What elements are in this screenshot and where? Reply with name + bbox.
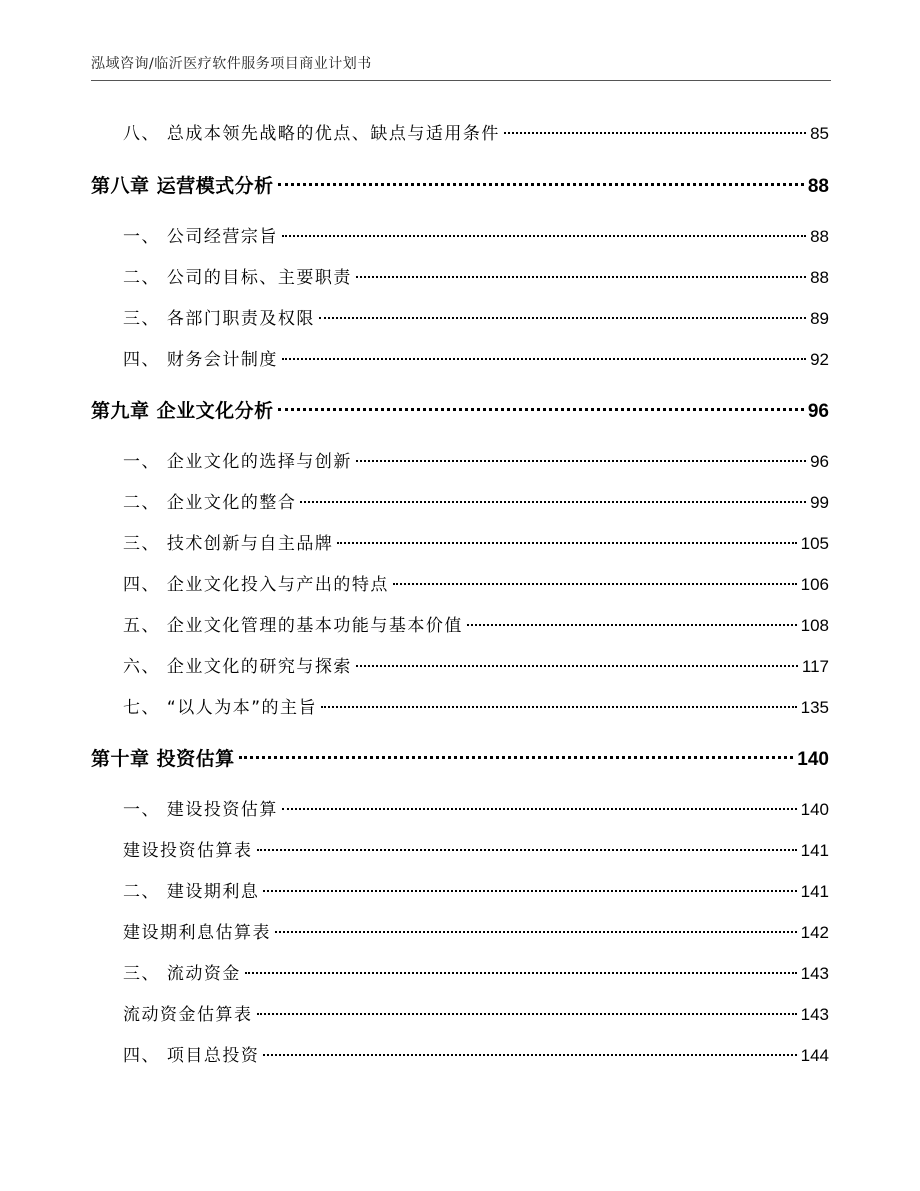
toc-entry[interactable]: [91, 962, 829, 986]
toc-leader-dots: [282, 235, 806, 237]
toc-entry[interactable]: [91, 307, 829, 331]
toc-leader-dots: [257, 849, 797, 851]
toc-page-number: 117: [801, 657, 829, 676]
toc-leader-dots: [300, 501, 806, 503]
toc-entry-title: 建设投资估算表: [123, 841, 253, 861]
toc-page-number: 108: [800, 616, 829, 635]
toc-page-number: 96: [810, 452, 829, 471]
toc-entry-title: 一、 企业文化的选择与创新: [123, 452, 352, 472]
toc-chapter-title: 第八章 运营模式分析: [91, 175, 274, 197]
toc-page-number: 141: [800, 841, 829, 860]
toc-entry[interactable]: [91, 348, 829, 372]
toc-entry-title: 八、 总成本领先战略的优点、缺点与适用条件: [123, 124, 500, 144]
toc-entry[interactable]: [91, 122, 829, 146]
toc-entry[interactable]: [91, 225, 829, 249]
toc-entry[interactable]: [91, 532, 829, 556]
toc-entry-title: 建设期利息估算表: [123, 923, 271, 943]
toc-entry-title: 三、 技术创新与自主品牌: [123, 534, 334, 554]
toc-entry[interactable]: [91, 1044, 829, 1068]
toc-leader-dots: [263, 1054, 796, 1056]
toc-leader-dots: [356, 276, 806, 278]
toc-leader-dots: [504, 132, 806, 134]
toc-leader-dots: [321, 706, 797, 708]
toc-entry-title: 六、 企业文化的研究与探索: [123, 657, 352, 677]
toc-entry[interactable]: [91, 1003, 829, 1027]
toc-entry-title: 二、 公司的目标、主要职责: [123, 268, 352, 288]
toc-entry-title: 四、 企业文化投入与产出的特点: [123, 575, 389, 595]
toc-leader-dots: [467, 624, 797, 626]
toc-entry[interactable]: [91, 491, 829, 515]
toc-leader-dots: [278, 183, 804, 186]
toc-page-number: 142: [800, 923, 829, 942]
toc-page-number: 105: [800, 534, 829, 553]
toc-chapter-title: 第九章 企业文化分析: [91, 400, 274, 422]
toc-chapter-title: 第十章 投资估算: [91, 748, 235, 770]
toc-leader-dots: [337, 542, 796, 544]
toc-leader-dots: [275, 931, 797, 933]
toc-leader-dots: [282, 358, 806, 360]
toc-entry[interactable]: [91, 614, 829, 638]
toc-entry[interactable]: [91, 266, 829, 290]
toc-page-number: 88: [807, 176, 829, 197]
toc-page-number: 140: [797, 749, 829, 770]
toc-entry[interactable]: [91, 839, 829, 863]
toc-entry[interactable]: [91, 921, 829, 945]
toc-entry-title: 二、 建设期利息: [123, 882, 260, 902]
toc-entry-title: 三、 流动资金: [123, 964, 241, 984]
toc-entry-title: 一、 建设投资估算: [123, 800, 278, 820]
toc-page-number: 88: [810, 268, 829, 287]
document-title: 泓域咨询/临沂医疗软件服务项目商业计划书: [91, 56, 372, 72]
toc-entry-title: 四、 财务会计制度: [123, 350, 278, 370]
toc-leader-dots: [393, 583, 797, 585]
toc-leader-dots: [239, 756, 794, 759]
toc-entry[interactable]: [91, 450, 829, 474]
toc-chapter[interactable]: [91, 397, 829, 425]
toc-page-number: 85: [810, 124, 829, 143]
toc-page-number: 140: [800, 800, 829, 819]
toc-entry-title: 流动资金估算表: [123, 1005, 253, 1025]
toc-leader-dots: [257, 1013, 797, 1015]
toc-leader-dots: [356, 665, 798, 667]
toc-entry-title: 二、 企业文化的整合: [123, 493, 297, 513]
toc-leader-dots: [245, 972, 797, 974]
toc-entry-title: 七、 “以人为本”的主旨: [123, 698, 318, 718]
toc-entry[interactable]: [91, 880, 829, 904]
toc-page-number: 144: [800, 1046, 829, 1065]
toc-leader-dots: [319, 317, 806, 319]
toc-entry[interactable]: [91, 696, 829, 720]
toc-leader-dots: [356, 460, 806, 462]
toc-chapter[interactable]: [91, 745, 829, 773]
toc-chapter[interactable]: [91, 172, 829, 200]
toc-page-number: 92: [810, 350, 829, 369]
toc-entry-title: 一、 公司经营宗旨: [123, 227, 278, 247]
toc-page-number: 106: [800, 575, 829, 594]
toc-page-number: 99: [810, 493, 829, 512]
toc-entry-title: 三、 各部门职责及权限: [123, 309, 315, 329]
toc-entry[interactable]: [91, 798, 829, 822]
toc-page-number: 88: [810, 227, 829, 246]
toc-page-number: 141: [800, 882, 829, 901]
toc-page-number: 89: [810, 309, 829, 328]
toc-page-number: 135: [800, 698, 829, 717]
toc-leader-dots: [282, 808, 797, 810]
toc-leader-dots: [263, 890, 796, 892]
toc-entry[interactable]: [91, 573, 829, 597]
toc-page-number: 96: [807, 401, 829, 422]
toc-entry-title: 四、 项目总投资: [123, 1046, 260, 1066]
toc-page-number: 143: [800, 1005, 829, 1024]
toc-page-number: 143: [800, 964, 829, 983]
table-of-contents: [91, 0, 829, 1191]
toc-entry-title: 五、 企业文化管理的基本功能与基本价值: [123, 616, 463, 636]
toc-leader-dots: [278, 408, 804, 411]
toc-entry[interactable]: [91, 655, 829, 679]
